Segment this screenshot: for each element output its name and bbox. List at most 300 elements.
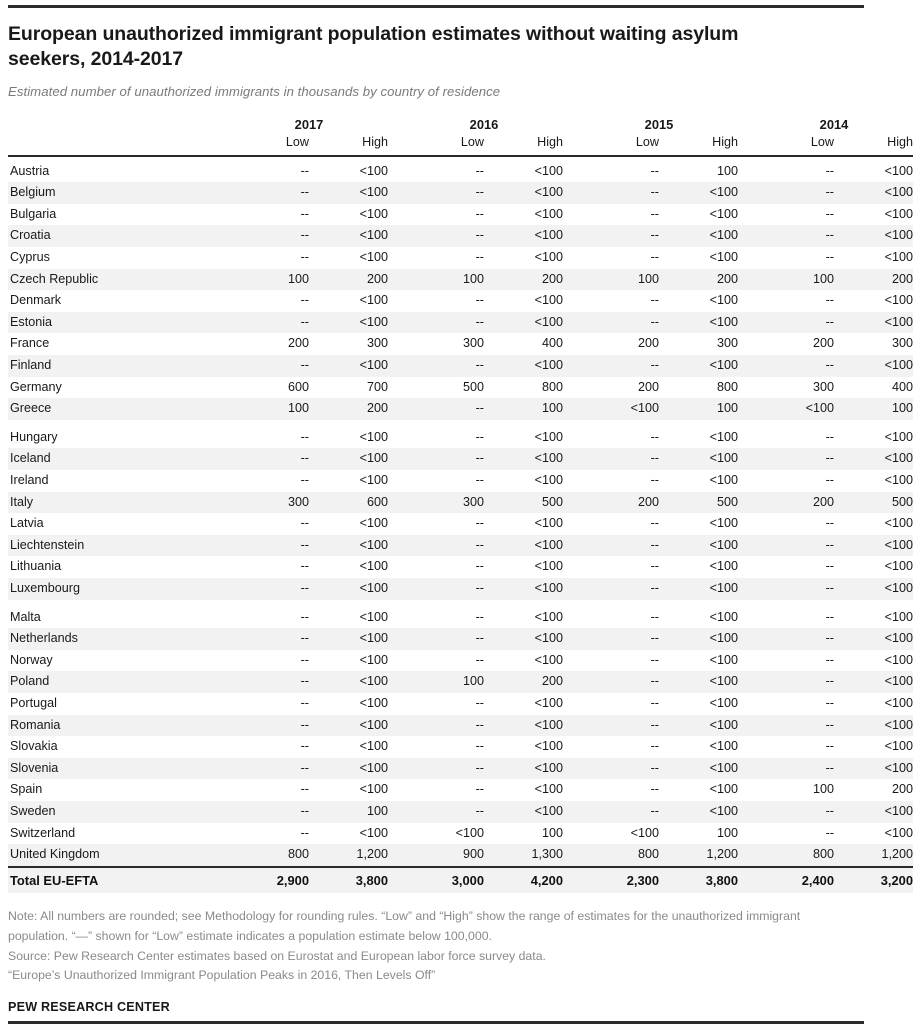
table-cell-gap — [738, 398, 755, 420]
header-gap-4 — [388, 135, 405, 153]
table-body — [8, 161, 913, 893]
table-cell-value: -- — [230, 715, 309, 737]
page-subtitle: Estimated number of unauthorized immigrants in thousands by country of residence — [8, 83, 501, 99]
table-cell-country: Denmark — [10, 293, 62, 308]
table-cell-value: -- — [300, 429, 309, 444]
table-cell-value: -- — [230, 448, 309, 470]
table-cell-value: <100 — [309, 628, 388, 650]
table-row-separator — [8, 420, 913, 427]
table-cell-country: Netherlands — [8, 628, 230, 650]
table-cell-value: <100 — [309, 578, 388, 600]
header-gap-2 — [563, 117, 580, 135]
table-cell-value: <100 — [359, 825, 388, 840]
table-cell-country: Ireland — [10, 473, 49, 487]
chart-sheet — [0, 5, 913, 1028]
table-cell-value: 400 — [891, 379, 913, 394]
top-divider — [8, 5, 864, 8]
table-cell-value: -- — [580, 671, 659, 693]
total-cell-value: 4,200 — [484, 867, 563, 893]
table-cell-value: -- — [755, 535, 834, 557]
table-cell-gap — [563, 312, 580, 334]
table-row — [8, 823, 913, 845]
table-cell-value: 100 — [659, 398, 738, 420]
table-cell-value: <100 — [359, 250, 388, 265]
table-cell-value: <100 — [359, 429, 388, 444]
table-cell-value: -- — [650, 163, 659, 178]
table-cell-value: -- — [580, 628, 659, 650]
table-cell-country: Romania — [8, 715, 230, 737]
table-cell-value: 200 — [812, 336, 834, 351]
table-row — [8, 161, 913, 183]
table-cell-value: <100 — [359, 782, 388, 797]
table-cell-gap — [738, 427, 755, 449]
total-cell-value: 2,900 — [230, 867, 309, 893]
table-cell-value: 100 — [541, 825, 563, 840]
table-cell-value: <100 — [659, 535, 738, 557]
table-cell-value: <100 — [709, 559, 738, 574]
table-cell-value: 500 — [659, 492, 738, 514]
table-cell-gap — [563, 247, 580, 269]
table-cell-value: <100 — [455, 825, 484, 840]
table-cell-value: 1,200 — [309, 844, 388, 867]
table-cell-gap — [738, 578, 755, 600]
table-cell-value: <100 — [484, 535, 563, 557]
table-cell-gap — [738, 355, 755, 377]
table-row — [8, 628, 913, 650]
table-cell-gap — [563, 204, 580, 226]
table-cell-value: <100 — [834, 355, 913, 377]
table-cell-gap — [388, 607, 405, 629]
table-cell-value: 1,200 — [834, 844, 913, 867]
table-cell-value: 800 — [716, 379, 738, 394]
total-cell-gap — [738, 867, 755, 893]
table-cell-country: Latvia — [10, 516, 44, 531]
pew-research-center-brand: PEW RESEARCH CENTER — [8, 1000, 170, 1015]
table-cell-country: Norway — [10, 652, 53, 667]
table-cell-value: -- — [755, 355, 834, 377]
table-cell-value: <100 — [534, 250, 563, 265]
table-cell-value: 200 — [637, 379, 659, 394]
table-cell-value: -- — [650, 695, 659, 710]
table-cell-value: <100 — [709, 473, 738, 487]
table-cell-value: <100 — [359, 652, 388, 667]
table-cell-value: <100 — [834, 535, 913, 557]
table-cell-value: <100 — [709, 250, 738, 265]
table-cell-value: <100 — [834, 578, 913, 600]
table-cell-value: 200 — [484, 269, 563, 291]
table-cell-value: <100 — [709, 782, 738, 797]
table-cell-value: <100 — [309, 535, 388, 557]
table-cell-value: <100 — [709, 293, 738, 308]
table-cell-value: 100 — [484, 398, 563, 420]
table-cell-value: 300 — [405, 492, 484, 514]
table-cell-value: -- — [300, 782, 309, 797]
header-2017-high: High — [362, 134, 388, 149]
table-cell-gap — [388, 823, 405, 845]
table-cell-gap — [563, 556, 580, 578]
table-cell-gap — [388, 801, 405, 823]
table-cell-gap — [563, 535, 580, 557]
table-row — [8, 204, 913, 226]
table-cell-gap — [563, 161, 580, 183]
table-cell-gap — [738, 628, 755, 650]
table-row — [8, 844, 913, 867]
table-cell-country: Italy — [8, 492, 230, 514]
header-2015-low: Low — [635, 134, 659, 149]
table-row — [8, 758, 913, 780]
table-cell-value: 100 — [755, 269, 834, 291]
table-cell-gap — [388, 333, 405, 355]
table-cell-value: -- — [755, 578, 834, 600]
table-row — [8, 779, 913, 801]
header-2017-low: Low — [285, 134, 309, 149]
note-text: Note: All numbers are rounded; see Methodology for rounding rules. “Low” and “High” show the range of estimates for the unauthorized immigrant population. “—” shown for “Low” estimate indicates a population estimate below 100,000. — [8, 908, 801, 943]
header-country-blank — [8, 117, 230, 135]
table-cell-value: 100 — [405, 671, 484, 693]
table-cell-value: <100 — [755, 398, 834, 420]
header-2016-low: Low — [460, 134, 484, 149]
table-cell-gap — [388, 736, 405, 758]
table-cell-gap — [388, 377, 405, 399]
table-cell-country: Czech Republic — [8, 269, 230, 291]
table-cell-value: -- — [475, 609, 484, 624]
table-cell-value: -- — [755, 758, 834, 780]
table-row — [8, 427, 913, 449]
table-cell-gap — [388, 513, 405, 535]
table-cell-value: 100 — [580, 269, 659, 291]
table-cell-value: 200 — [891, 782, 913, 797]
table-row — [8, 578, 913, 600]
table-cell-value: 300 — [891, 336, 913, 351]
table-cell-value: -- — [300, 516, 309, 531]
table-cell-gap — [738, 247, 755, 269]
table-cell-value: 300 — [366, 336, 388, 351]
table-cell-value: 1,300 — [484, 844, 563, 867]
lowhigh-header-row — [8, 135, 913, 153]
table-row — [8, 470, 913, 492]
table-cell-value: <100 — [534, 293, 563, 308]
table-cell-value: <100 — [359, 473, 388, 487]
table-cell-gap — [388, 535, 405, 557]
header-year-2016: 2016 — [469, 116, 499, 132]
table-row — [8, 801, 913, 823]
table-cell-value: -- — [475, 293, 484, 308]
table-cell-value: <100 — [580, 398, 659, 420]
table-cell-value: 100 — [309, 801, 388, 823]
table-cell-value: -- — [580, 535, 659, 557]
table-cell-gap — [738, 556, 755, 578]
table-cell-value: 600 — [309, 492, 388, 514]
table-cell-value: -- — [650, 473, 659, 487]
table-cell-value: -- — [300, 206, 309, 221]
table-cell-country: Bulgaria — [10, 206, 57, 221]
table-cell-value: -- — [650, 739, 659, 754]
table-cell-value: -- — [580, 801, 659, 823]
table-row — [8, 448, 913, 470]
table-cell-value: -- — [650, 429, 659, 444]
table-cell-gap — [388, 204, 405, 226]
table-cell-value: <100 — [659, 225, 738, 247]
notes-block — [8, 907, 828, 987]
table-cell-value: <100 — [834, 715, 913, 737]
total-cell-value: 3,200 — [834, 867, 913, 893]
table-cell-value: 200 — [309, 269, 388, 291]
table-cell-value: 500 — [834, 492, 913, 514]
table-cell-value: -- — [300, 163, 309, 178]
table-row — [8, 535, 913, 557]
table-cell-value: 400 — [541, 336, 563, 351]
table-cell-country: Iceland — [8, 448, 230, 470]
table-cell-value: <100 — [709, 429, 738, 444]
total-cell-gap — [388, 867, 405, 893]
table-cell-value: -- — [650, 609, 659, 624]
table-cell-value: -- — [230, 535, 309, 557]
table-cell-value: <100 — [884, 652, 913, 667]
table-cell-gap — [738, 844, 755, 867]
table-cell-value: -- — [650, 206, 659, 221]
table-cell-gap — [563, 290, 580, 312]
table-cell-gap — [388, 556, 405, 578]
table-cell-value: <100 — [359, 516, 388, 531]
table-cell-value: -- — [755, 628, 834, 650]
table-cell-value: 800 — [230, 844, 309, 867]
header-country-blank-2 — [8, 135, 230, 153]
table-cell-value: -- — [650, 293, 659, 308]
table-cell-gap — [738, 312, 755, 334]
table-cell-value: -- — [825, 293, 834, 308]
table-cell-value: -- — [650, 516, 659, 531]
table-cell-value: <100 — [659, 628, 738, 650]
table-cell-value: <100 — [659, 715, 738, 737]
table-cell-value: -- — [475, 250, 484, 265]
table-row — [8, 736, 913, 758]
table-cell-value: -- — [475, 559, 484, 574]
table-cell-value: -- — [405, 535, 484, 557]
table-cell-country: Cyprus — [10, 250, 50, 265]
table-cell-value: -- — [230, 628, 309, 650]
table-header — [8, 117, 913, 161]
table-cell-value: 100 — [812, 782, 834, 797]
table-cell-gap — [738, 182, 755, 204]
table-cell-value: 100 — [230, 269, 309, 291]
table-row — [8, 398, 913, 420]
table-cell-value: 200 — [484, 671, 563, 693]
table-cell-value: 100 — [834, 398, 913, 420]
table-cell-gap — [563, 513, 580, 535]
table-cell-value: -- — [755, 671, 834, 693]
table-cell-gap — [738, 470, 755, 492]
table-cell-gap — [388, 355, 405, 377]
table-row — [8, 312, 913, 334]
table-cell-value: -- — [825, 825, 834, 840]
table-row — [8, 377, 913, 399]
header-gap-5 — [563, 135, 580, 153]
table-cell-value: 700 — [366, 379, 388, 394]
table-cell-value: <100 — [884, 559, 913, 574]
table-cell-value: -- — [755, 225, 834, 247]
table-cell-value: 200 — [659, 269, 738, 291]
table-cell-value: <100 — [309, 312, 388, 334]
table-cell-value: -- — [755, 182, 834, 204]
table-cell-value: -- — [405, 628, 484, 650]
table-cell-gap — [388, 693, 405, 715]
table-row — [8, 269, 913, 291]
table-cell-value: <100 — [484, 578, 563, 600]
table-cell-country: Belgium — [8, 182, 230, 204]
table-cell-value: 100 — [716, 825, 738, 840]
page-title: European unauthorized immigrant population estimates without waiting asylum seekers, 2014-2017 — [8, 23, 739, 71]
table-cell-value: <100 — [709, 652, 738, 667]
table-cell-value: <100 — [534, 739, 563, 754]
table-cell-gap — [738, 492, 755, 514]
table-cell-value: <100 — [309, 182, 388, 204]
table-cell-value: <100 — [359, 609, 388, 624]
header-gap-3 — [738, 117, 755, 135]
table-cell-gap — [563, 715, 580, 737]
table-cell-value: <100 — [659, 312, 738, 334]
table-cell-value: 200 — [834, 269, 913, 291]
table-cell-value: -- — [475, 206, 484, 221]
table-cell-gap — [563, 269, 580, 291]
table-cell-gap — [388, 650, 405, 672]
table-cell-gap — [388, 758, 405, 780]
table-cell-country: Luxembourg — [8, 578, 230, 600]
table-cell-value: <100 — [884, 825, 913, 840]
table-cell-value: <100 — [359, 739, 388, 754]
table-cell-value: <100 — [659, 758, 738, 780]
table-cell-value: -- — [405, 801, 484, 823]
table-cell-value: <100 — [309, 715, 388, 737]
table-cell-gap — [563, 427, 580, 449]
header-2014-low: Low — [810, 134, 834, 149]
table-cell-value: <100 — [534, 473, 563, 487]
table-cell-gap — [738, 448, 755, 470]
table-cell-value: -- — [475, 782, 484, 797]
total-cell-value: 3,000 — [405, 867, 484, 893]
table-cell-value: -- — [580, 312, 659, 334]
table-cell-gap — [388, 427, 405, 449]
table-cell-gap — [388, 290, 405, 312]
table-cell-value: <100 — [884, 609, 913, 624]
table-cell-value: <100 — [709, 516, 738, 531]
table-row — [8, 492, 913, 514]
table-cell-value: -- — [230, 182, 309, 204]
table-cell-value: -- — [825, 559, 834, 574]
table-row — [8, 556, 913, 578]
table-cell-value: 200 — [287, 336, 309, 351]
table-cell-value: <100 — [884, 516, 913, 531]
table-cell-value: -- — [300, 559, 309, 574]
table-cell-value: 100 — [230, 398, 309, 420]
table-row — [8, 333, 913, 355]
table-row — [8, 671, 913, 693]
table-cell-value: <100 — [309, 671, 388, 693]
table-cell-gap — [388, 161, 405, 183]
table-row — [8, 715, 913, 737]
total-cell-gap — [563, 867, 580, 893]
table-cell-country: Greece — [8, 398, 230, 420]
header-2015-high: High — [712, 134, 738, 149]
table-cell-gap — [738, 607, 755, 629]
table-cell-value: -- — [230, 758, 309, 780]
table-cell-value: <100 — [359, 695, 388, 710]
table-cell-value: <100 — [659, 182, 738, 204]
table-cell-value: <100 — [534, 163, 563, 178]
table-cell-value: <100 — [884, 739, 913, 754]
table-cell-gap — [388, 225, 405, 247]
table-cell-value: <100 — [834, 312, 913, 334]
table-cell-value: -- — [580, 715, 659, 737]
table-cell-value: -- — [580, 225, 659, 247]
table-cell-value: -- — [300, 250, 309, 265]
table-cell-country: Malta — [10, 609, 41, 624]
table-cell-gap — [738, 823, 755, 845]
table-cell-value: -- — [755, 715, 834, 737]
table-cell-value: -- — [825, 250, 834, 265]
table-cell-value: <100 — [630, 825, 659, 840]
table-cell-value: -- — [300, 652, 309, 667]
table-cell-value: <100 — [834, 801, 913, 823]
table-cell-gap — [563, 607, 580, 629]
table-cell-value: -- — [230, 578, 309, 600]
table-cell-value: -- — [300, 293, 309, 308]
table-cell-gap — [388, 492, 405, 514]
table-cell-value: -- — [825, 739, 834, 754]
table-cell-gap — [388, 628, 405, 650]
table-cell-country: Estonia — [8, 312, 230, 334]
table-cell-gap — [738, 693, 755, 715]
table-cell-value: -- — [755, 801, 834, 823]
table-cell-value: 800 — [580, 844, 659, 867]
table-row — [8, 182, 913, 204]
table-cell-value: <100 — [709, 206, 738, 221]
table-row — [8, 355, 913, 377]
table-cell-value: -- — [300, 473, 309, 487]
table-cell-gap — [738, 377, 755, 399]
table-cell-gap — [388, 779, 405, 801]
table-cell-value: 1,200 — [659, 844, 738, 867]
table-cell-gap — [738, 779, 755, 801]
table-cell-gap — [388, 715, 405, 737]
total-cell-value: 3,800 — [659, 867, 738, 893]
table-cell-value: -- — [825, 652, 834, 667]
header-2014-high: High — [887, 134, 913, 149]
table-cell-value: -- — [405, 578, 484, 600]
table-cell-value: -- — [650, 652, 659, 667]
table-cell-value: -- — [230, 671, 309, 693]
table-cell-value: <100 — [484, 628, 563, 650]
table-cell-value: -- — [825, 473, 834, 487]
table-cell-value: <100 — [484, 801, 563, 823]
table-cell-gap — [738, 736, 755, 758]
table-cell-value: -- — [580, 182, 659, 204]
table-cell-value: 200 — [309, 398, 388, 420]
table-cell-gap — [388, 398, 405, 420]
table-cell-country: Austria — [10, 163, 50, 178]
table-cell-value: <100 — [884, 429, 913, 444]
table-cell-gap — [563, 578, 580, 600]
table-cell-value: <100 — [309, 448, 388, 470]
table-cell-country: Finland — [8, 355, 230, 377]
table-cell-value: <100 — [884, 293, 913, 308]
table-row — [8, 513, 913, 535]
table-cell-gap — [388, 182, 405, 204]
table-cell-gap — [563, 333, 580, 355]
table-cell-gap — [563, 448, 580, 470]
header-year-2014: 2014 — [819, 116, 849, 132]
table-cell-gap — [563, 492, 580, 514]
table-cell-value: -- — [755, 448, 834, 470]
